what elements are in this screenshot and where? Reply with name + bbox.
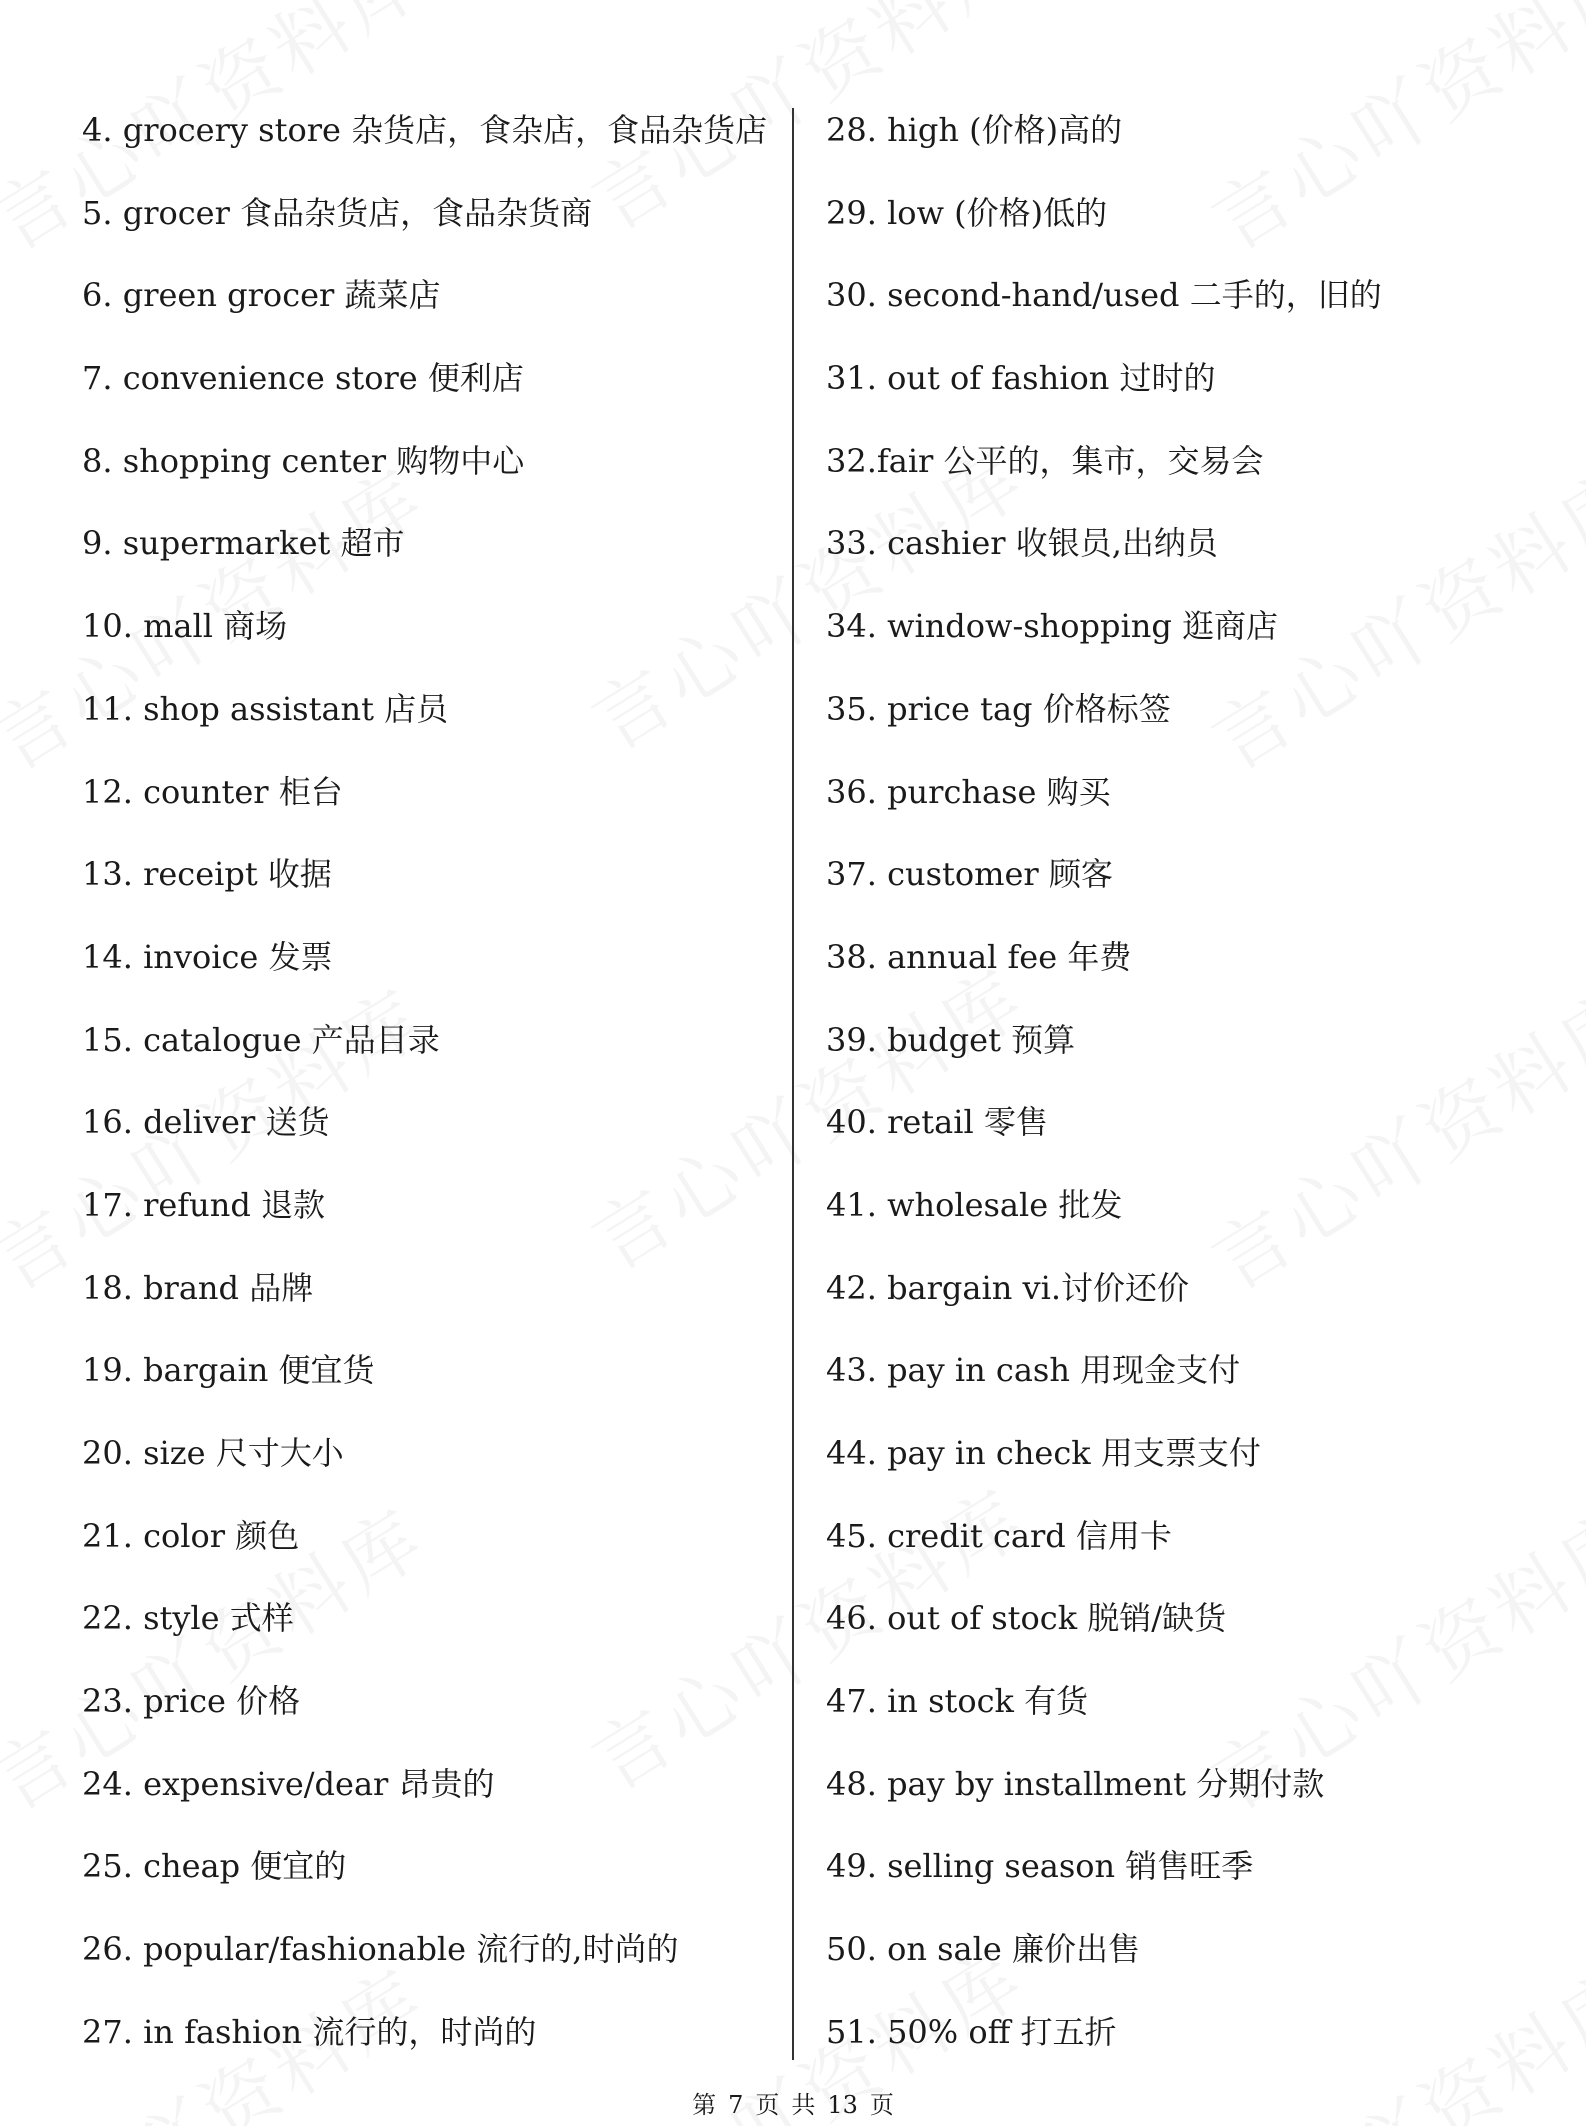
vocabulary-entry: 14. invoice 发票	[82, 937, 333, 976]
vocabulary-entry: 24. expensive/dear 昂贵的	[82, 1764, 495, 1803]
vocabulary-entry: 23. price 价格	[82, 1682, 301, 1721]
vocabulary-entry: 16. deliver 送货	[82, 1103, 330, 1142]
vocabulary-entry: 47. in stock 有货	[826, 1682, 1089, 1721]
vocabulary-entry: 46. out of stock 脱销/缺货	[826, 1599, 1227, 1638]
vocabulary-entry: 25. cheap 便宜的	[82, 1847, 347, 1886]
vocabulary-entry: 33. cashier 收银员,出纳员	[826, 524, 1218, 563]
current-page-number: 7	[728, 2091, 744, 2119]
vocabulary-entry: 40. retail 零售	[826, 1103, 1048, 1142]
vocabulary-entry: 29. low (价格)低的	[826, 193, 1108, 232]
vocabulary-entry: 31. out of fashion 过时的	[826, 359, 1216, 398]
vocabulary-entry: 32.fair 公平的，集市，交易会	[826, 441, 1264, 480]
vocabulary-entry: 21. color 颜色	[82, 1516, 300, 1555]
vocabulary-entry: 38. annual fee 年费	[826, 937, 1132, 976]
vocabulary-entry: 22. style 式样	[82, 1599, 294, 1638]
vocabulary-entry: 48. pay by installment 分期付款	[826, 1764, 1325, 1803]
vocabulary-entry: 20. size 尺寸大小	[82, 1434, 344, 1472]
vocabulary-entry: 28. high (价格)高的	[826, 111, 1123, 149]
vocabulary-entry: 30. second-hand/used 二手的，旧的	[826, 276, 1382, 315]
vocabulary-entry: 10. mall 商场	[82, 607, 288, 646]
vocabulary-entry: 9. supermarket 超市	[82, 524, 405, 563]
footer-total-word: 共	[791, 2091, 816, 2119]
vocabulary-entry: 7. convenience store 便利店	[82, 359, 524, 398]
vocabulary-entry: 18. brand 品牌	[82, 1268, 314, 1307]
vocabulary-entry: 4. grocery store 杂货店，食杂店，食品杂货店	[82, 111, 768, 149]
vocabulary-entry: 8. shopping center 购物中心	[82, 441, 525, 480]
vocabulary-entry: 43. pay in cash 用现金支付	[826, 1351, 1241, 1390]
vocabulary-entry: 12. counter 柜台	[82, 772, 343, 811]
vocabulary-entry: 50. on sale 廉价出售	[826, 1930, 1140, 1969]
vocabulary-entry: 34. window-shopping 逛商店	[826, 607, 1279, 646]
vocabulary-entry: 39. budget 预算	[826, 1020, 1076, 1059]
right-vocabulary-column	[826, 104, 1546, 2089]
footer-suffix: 页	[869, 2091, 894, 2119]
page-footer	[0, 2088, 1586, 2122]
vocabulary-entry: 13. receipt 收据	[82, 855, 332, 894]
vocabulary-entry: 41. wholesale 批发	[826, 1185, 1123, 1224]
footer-prefix: 第	[692, 2091, 717, 2119]
vocabulary-entry: 6. green grocer 蔬菜店	[82, 276, 441, 315]
left-vocabulary-column	[82, 104, 782, 2089]
vocabulary-entry: 19. bargain 便宜货	[82, 1351, 375, 1390]
vocabulary-entry: 17. refund 退款	[82, 1185, 326, 1224]
vocabulary-entry: 5. grocer 食品杂货店，食品杂货商	[82, 193, 593, 232]
vocabulary-entry: 27. in fashion 流行的，时尚的	[82, 2012, 537, 2051]
vocabulary-entry: 15. catalogue 产品目录	[82, 1020, 440, 1059]
vocabulary-entry: 35. price tag 价格标签	[826, 689, 1171, 728]
vocabulary-entry: 42. bargain vi.讨价还价	[826, 1268, 1189, 1307]
footer-page-word: 页	[755, 2091, 780, 2119]
vocabulary-entry: 36. purchase 购买	[826, 772, 1111, 811]
column-divider	[792, 108, 794, 2060]
vocabulary-entry: 37. customer 顾客	[826, 855, 1113, 894]
vocabulary-entry: 44. pay in check 用支票支付	[826, 1434, 1261, 1472]
vocabulary-entry: 49. selling season 销售旺季	[826, 1847, 1254, 1886]
vocabulary-entry: 11. shop assistant 店员	[82, 689, 449, 728]
vocabulary-entry: 51. 50% off 打五折	[826, 2012, 1117, 2051]
vocabulary-entry: 45. credit card 信用卡	[826, 1516, 1172, 1555]
total-pages-number: 13	[827, 2091, 858, 2119]
vocabulary-entry: 26. popular/fashionable 流行的,时尚的	[82, 1930, 679, 1969]
